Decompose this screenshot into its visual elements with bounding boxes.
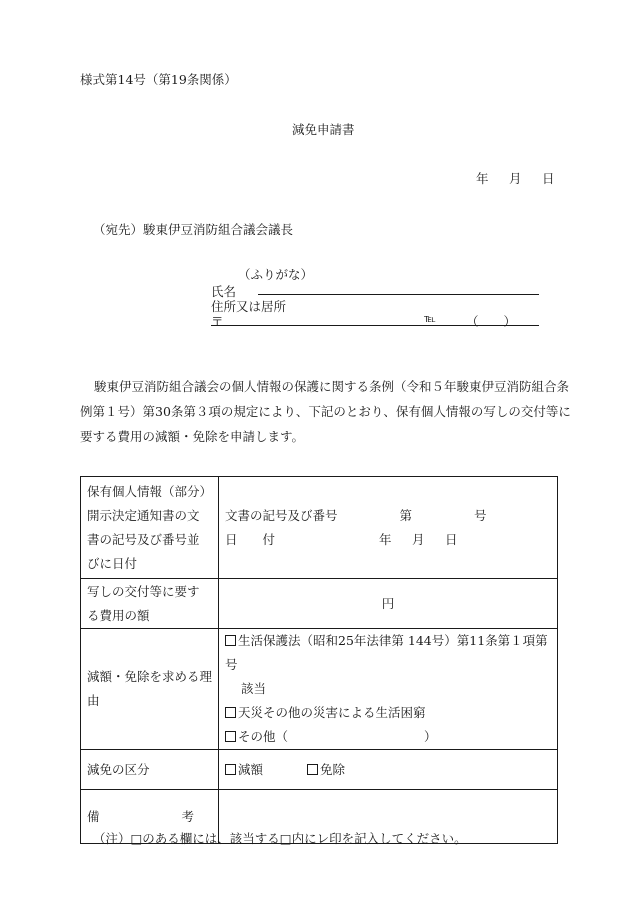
body-line-3: 要する費用の減額・免除を申請します。 — [80, 429, 305, 444]
checkbox-welfare[interactable] — [225, 635, 236, 646]
body-paragraph — [80, 374, 580, 449]
date-line: 年 月 日 — [476, 171, 559, 186]
label-fee-amount: 写しの交付等に要す る費用の額 — [81, 579, 219, 629]
name-field[interactable] — [258, 294, 539, 295]
label-reason: 減額・免除を求める理 由 — [81, 629, 219, 750]
label-remarks: 備 考 — [81, 790, 219, 844]
furigana-label: （ふりがな） — [238, 267, 314, 282]
option-other-suffix: ） — [423, 729, 437, 744]
body-line-1: 駿東伊豆消防組合議会の個人情報の保護に関する条例（令和５年駿東伊豆消防組合条 — [94, 379, 570, 394]
label-document-info: 保有個人情報（部分） 開示決定通知書の文 書の記号及び番号並 びに日付 — [81, 477, 219, 579]
doc-number-dai: 第 — [399, 507, 412, 523]
option-welfare: 生活保護法（昭和25年法律第 144号）第11条第１項第 号 — [225, 633, 561, 672]
option-welfare-cont: 該当 — [241, 681, 267, 696]
checkbox-other[interactable] — [225, 731, 236, 742]
application-table — [80, 476, 561, 844]
row-category — [81, 750, 558, 790]
row-fee-amount — [81, 579, 558, 629]
option-exemption: 免除 — [319, 761, 345, 777]
row-reason — [81, 629, 558, 750]
doc-number-label: 文書の記号及び番号 — [225, 507, 338, 523]
address-label: 住所又は居所 — [211, 299, 287, 314]
cell-fee-amount[interactable] — [219, 579, 558, 629]
cell-reason — [219, 629, 561, 750]
doc-number-go: 号 — [473, 507, 487, 523]
footnote: （注）□のある欄には、該当する□内にレ印を記入してください。 — [93, 831, 467, 846]
yen-unit: 円 — [381, 595, 395, 611]
option-disaster: 天災その他の災害による生活困窮 — [238, 705, 426, 720]
form-number: 様式第14号（第19条関係） — [80, 72, 237, 87]
cell-category — [219, 750, 558, 790]
option-reduction: 減額 — [238, 761, 264, 777]
postal-mark: 〒 — [211, 314, 224, 329]
date-label: 日 付 — [225, 531, 276, 547]
name-label: 氏名 — [211, 284, 237, 299]
label-category: 減免の区分 — [81, 750, 219, 790]
phone-parens: （ ） — [466, 314, 517, 329]
date-value: 年 月 日 — [378, 531, 462, 547]
row-document-info — [81, 477, 558, 579]
addressee: （宛先）駿東伊豆消防組合議会議長 — [93, 222, 294, 237]
checkbox-reduction[interactable] — [225, 764, 236, 775]
checkbox-disaster[interactable] — [225, 707, 236, 718]
address-field[interactable] — [211, 325, 539, 326]
cell-document-info[interactable] — [219, 477, 558, 579]
phone-icon: ℡ — [424, 312, 436, 325]
option-other-prefix: その他（ — [238, 729, 289, 744]
checkbox-exemption[interactable] — [307, 764, 318, 775]
body-line-2: 例第１号）第30条第３項の規定により、下記のとおり、保有個人情報の写しの交付等に — [80, 404, 571, 419]
document-title: 減免申請書 — [292, 122, 355, 137]
